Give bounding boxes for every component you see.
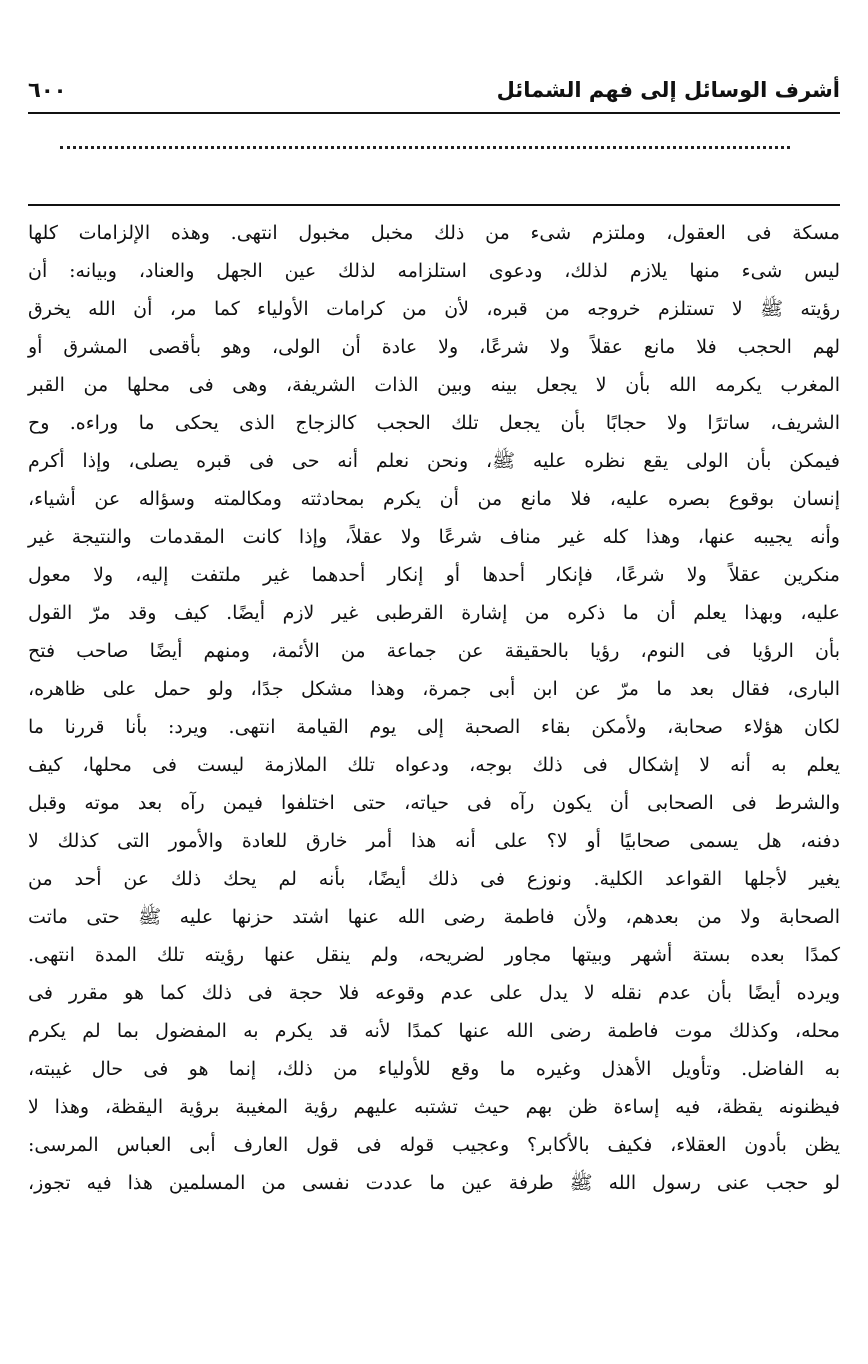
- text-line: به الفاضل. وتأويل الأهذل وغيره ما وقع للأولياء من ذلك، إنما هو فى حال غيبته،: [28, 1058, 840, 1080]
- text-line: كمدًا بعده بستة أشهر وبيتها مجاور لضريحه، ولم ينقل عنها رؤيته تلك المدة انتهى.: [28, 944, 840, 966]
- content-divider: [28, 204, 840, 206]
- text-line: دفنه، هل يسمى صحابيًا أو لا؟ على أنه هذا أمر خارق للعادة والأمور التى كذلك لا: [28, 830, 840, 852]
- text-line: يظن بأدون العقلاء، فكيف بالأكابر؟ وعجيب قوله فى قول العارف أبى العباس المرسى:: [28, 1134, 840, 1156]
- dotted-separator: [60, 146, 790, 149]
- text-line: الشريف، ساترًا ولا حجابًا بأن يجعل تلك الحجب كالزجاج الذى يحكى ما وراءه. وح: [28, 412, 840, 434]
- text-line: يعلم به أنه لا إشكال فى ذلك بوجه، ودعواه تلك الملازمة ليست فى محلها، كيف: [28, 754, 840, 776]
- text-line: الصحابة ولا من بعدهم، ولأن فاطمة رضى الله عنها اشتد حزنها عليه ﷺ حتى ماتت: [28, 906, 840, 928]
- running-title: أشرف الوسائل إلى فهم الشمائل: [496, 78, 840, 102]
- text-line: لو حجب عنى رسول الله ﷺ طرفة عين ما عددت نفسى من المسلمين هذا فيه تجوز،: [28, 1172, 840, 1194]
- text-line: مسكة فى العقول، وملتزم شىء من ذلك مخبل مخبول انتهى. وهذه الإلزامات كلها: [28, 222, 840, 244]
- text-line: فيظنونه يقظة، فيه إساءة ظن بهم حيث تشتبه عليهم رؤية المغيبة برؤية اليقظة، وهذا لا: [28, 1096, 840, 1118]
- text-line: عليه، وبهذا يعلم أن ما ذكره من إشارة القرطبى غير لازم أيضًا. كيف وقد مرّ القول: [28, 602, 840, 624]
- text-line: لهم الحجب فلا مانع عقلاً ولا شرعًا، ولا عادة أن الولى، وهو بأقصى المشرق أو: [28, 336, 840, 358]
- text-line: بأن الرؤيا فى النوم، رؤيا بالحقيقة عن جماعة من الأئمة، ومنهم أيضًا صاحب فتح: [28, 640, 840, 662]
- text-line: يغير لأجلها القواعد الكلية. ونوزع فى ذلك أيضًا، بأنه لم يحك ذلك عن أحد من: [28, 868, 840, 890]
- text-line: ليس شىء منها يلازم لذلك، ودعوى استلزامه لذلك عين الجهل والعناد، وبيانه: أن: [28, 260, 840, 282]
- text-line: البارى، فقال بعد ما مرّ عن ابن أبى جمرة، وهذا مشكل جدًا، ولو حمل على ظاهره،: [28, 678, 840, 700]
- page-header: [28, 72, 840, 112]
- text-line: المغرب يكرمه الله بأن لا يجعل بينه وبين الذات الشريفة، وهى فى محلها من القبر: [28, 374, 840, 396]
- header-divider: [28, 112, 840, 114]
- page-number: ٦٠٠: [28, 78, 67, 102]
- text-line: ويرده أيضًا بأن عدم نقله لا يدل على عدم وقوعه فلا حجة فى ذلك كما هو مقرر فى: [28, 982, 840, 1004]
- text-line: لكان هؤلاء صحابة، ولأمكن بقاء الصحبة إلى يوم القيامة انتهى. ويرد: بأنا قررنا ما: [28, 716, 840, 738]
- text-line: محله، وكذلك موت فاطمة رضى الله عنها كمدًا لأنه قد يكرم به المفضول بما لم يكرم: [28, 1020, 840, 1042]
- text-line: والشرط فى الصحابى أن يكون رآه فى حياته، حتى اختلفوا فيمن رآه بعد موته وقبل: [28, 792, 840, 814]
- text-line: منكرين عقلاً ولا شرعًا، فإنكار أحدها أو إنكار أحدهما غير ملتفت إليه، ولا معول: [28, 564, 840, 586]
- text-line: رؤيته ﷺ لا تستلزم خروجه من قبره، لأن من كرامات الأولياء كما مر، أن الله يخرق: [28, 298, 840, 320]
- text-line: إنسان بوقوع بصره عليه، فلا مانع من أن يكرم بمحادثته ومكالمته وسؤاله عن أشياء،: [28, 488, 840, 510]
- body-text: [28, 214, 840, 1202]
- text-line: فيمكن بأن الولى يقع نظره عليه ﷺ، ونحن نعلم أنه حى فى قبره يصلى، وإذا أكرم: [28, 450, 840, 472]
- text-line: وأنه يجيبه عنها، وهذا كله غير مناف شرعًا ولا عقلاً، وإذا كانت المقدمات والنتيجة غير: [28, 526, 840, 548]
